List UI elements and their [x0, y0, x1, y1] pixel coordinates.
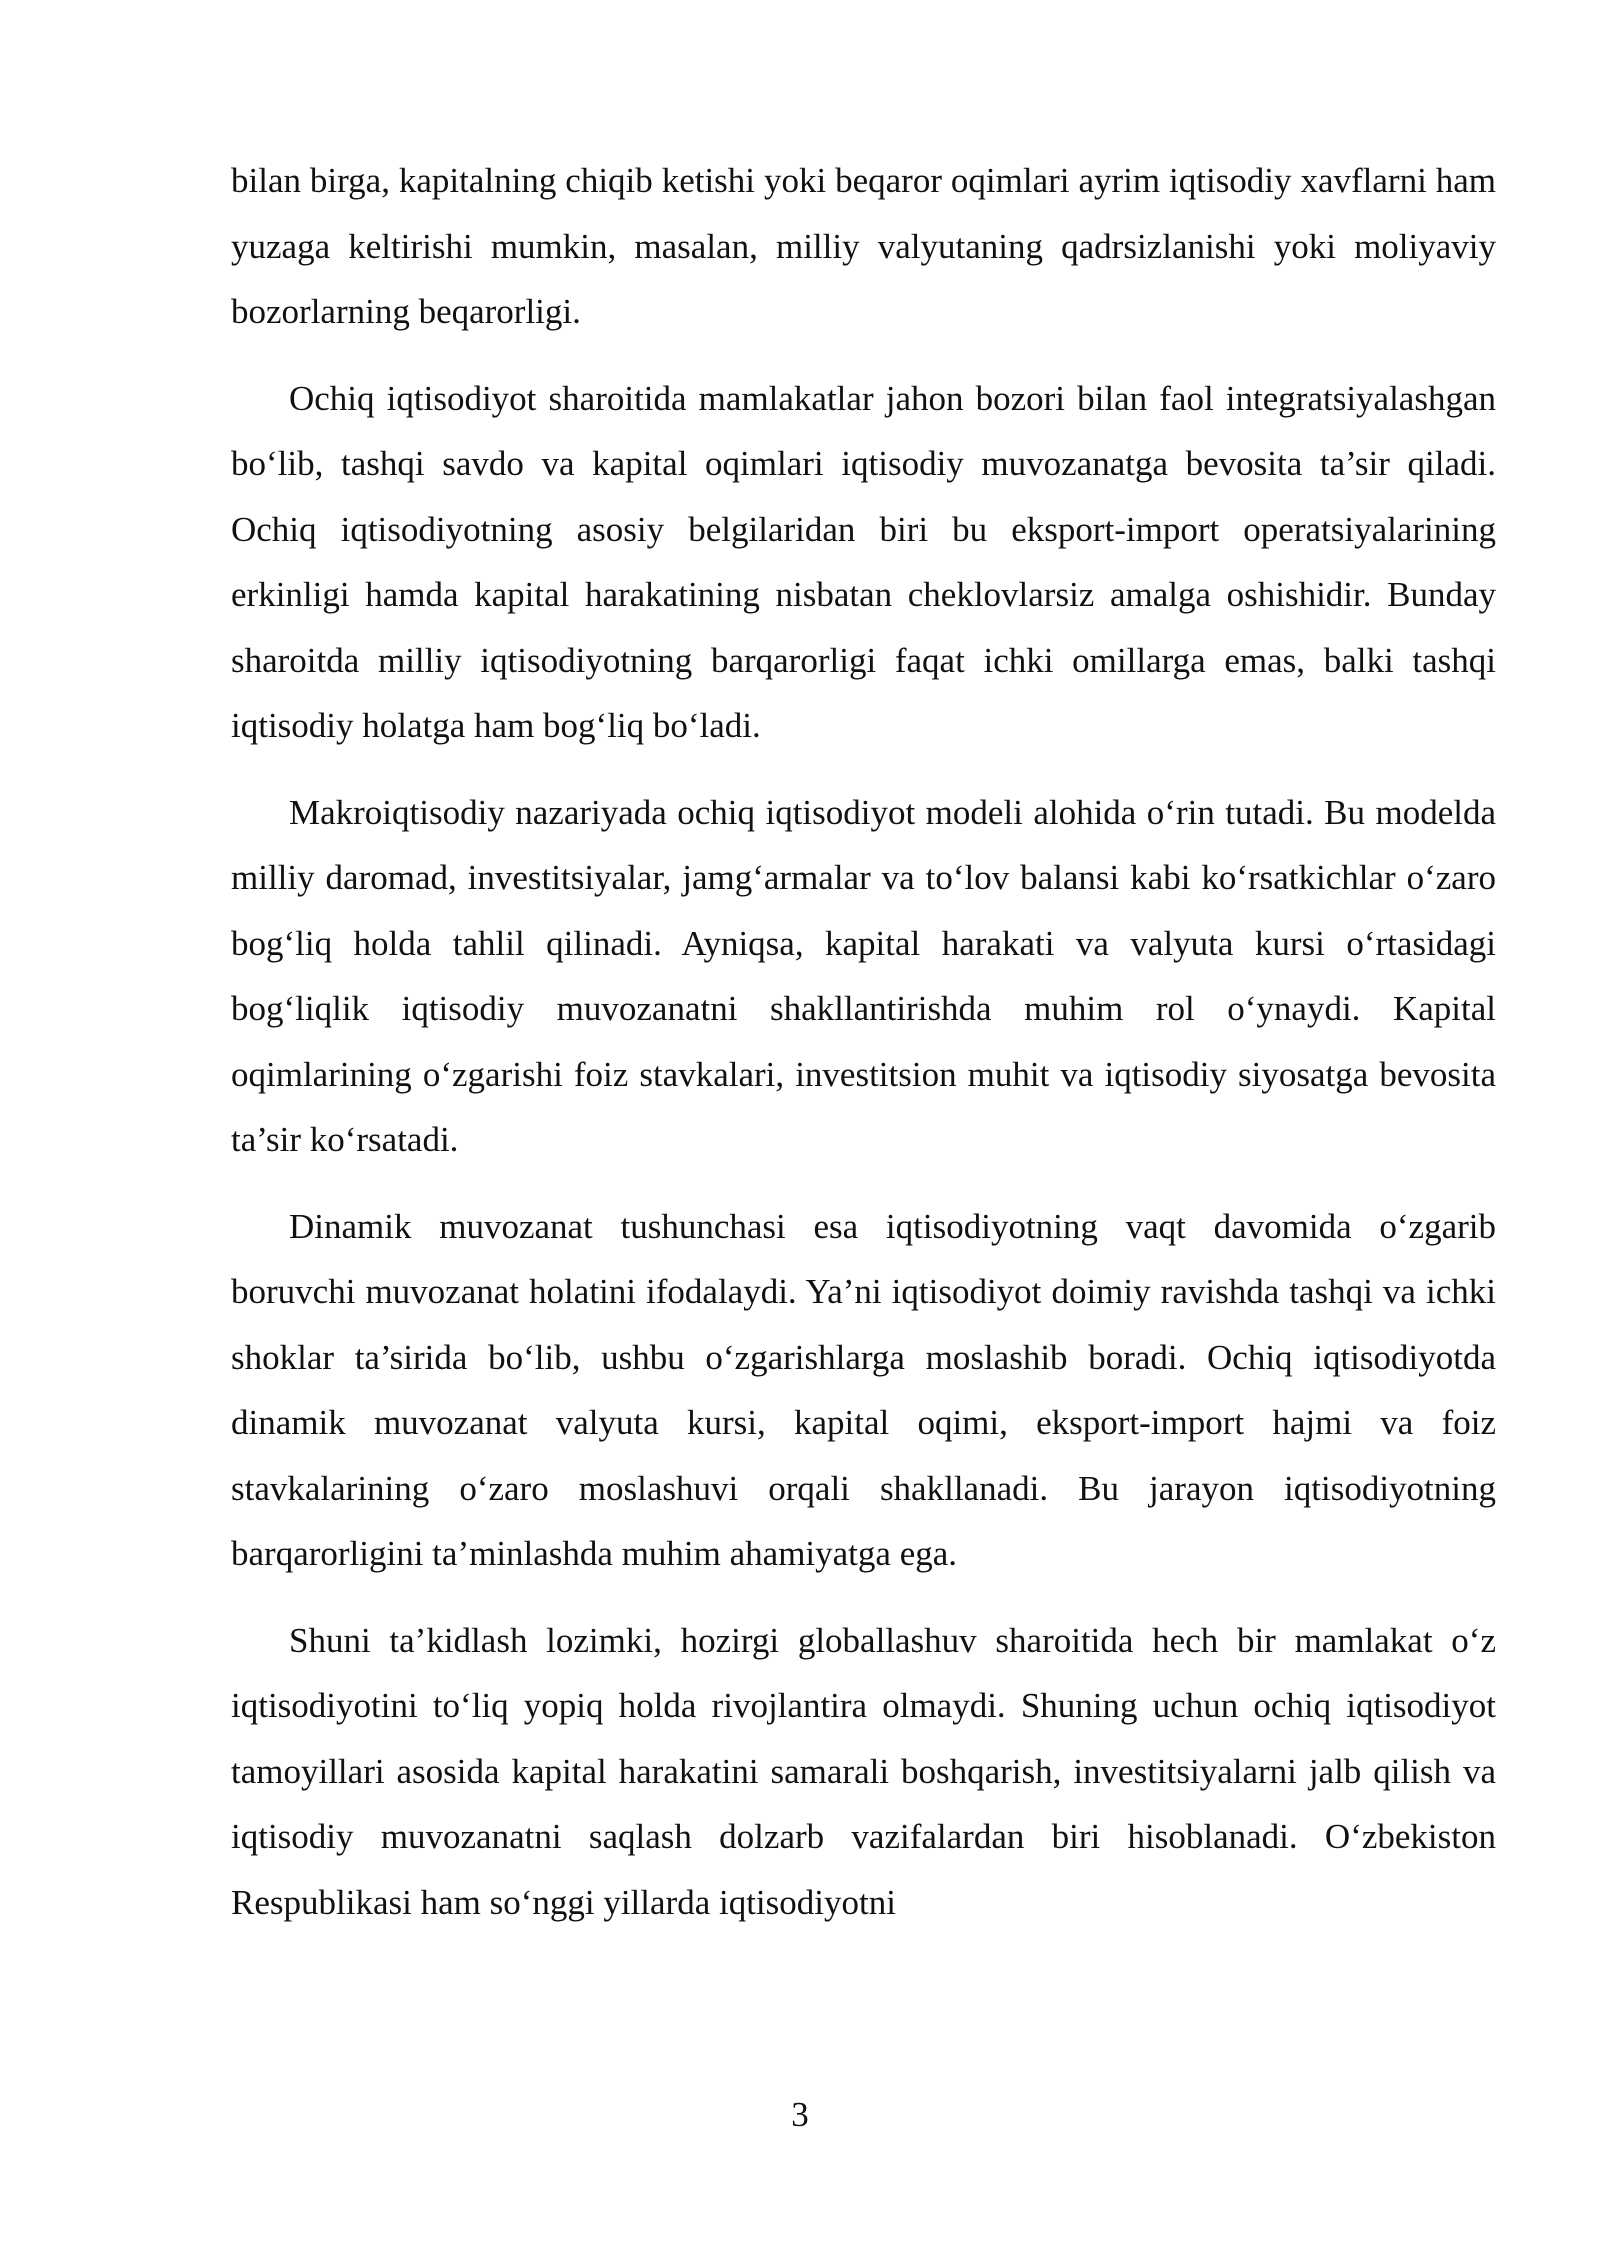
- paragraph-open-economy: Ochiq iqtisodiyot sharoitida mamlakatlar jahon bozori bilan faol integratsiyalashgan bo‘lib, tashqi savdo va kapital oqimlari iqtisodiy muvozanatga bevosita ta’sir qiladi. Ochiq iqtisodiyotning asosiy belgilaridan biri bu eksport-import operatsiyalarining erkinligi hamda kapital harakatining nisbatan cheklovlarsiz amalga oshishidir. Bunday sharoitda milliy iqtisodiyotning barqarorligi faqat ichki omillarga emas, balki tashqi iqtisodiy holatga ham bog‘liq bo‘ladi.: [231, 378, 1496, 745]
- paragraph-macro-theory: Makroiqtisodiy nazariyada ochiq iqtisodiyot modeli alohida o‘rin tutadi. Bu modelda milliy daromad, investitsiyalar, jamg‘armalar va to‘lov balansi kabi ko‘rsatkichlar o‘zaro bog‘liq holda tahlil qilinadi. Ayniqsa, kapital harakati va valyuta kursi o‘rtasidagi bog‘liqlik iqtisodiy muvozanatni shakllantirishda muhim rol o‘ynaydi. Kapital oqimlarining o‘zgarishi foiz stavkalari, investitsion muhit va iqtisodiy siyosatga bevosita ta’sir ko‘rsatadi.: [231, 792, 1496, 1159]
- paragraph-continuation: bilan birga, kapitalning chiqib ketishi yoki beqaror oqimlari ayrim iqtisodiy xavflarni ham yuzaga keltirishi mumkin, masalan, milliy valyutaning qadrsizlanishi yoki moliyaviy bozorlarning beqarorligi.: [231, 161, 1496, 331]
- paragraph-dynamic-equilibrium: Dinamik muvozanat tushunchasi esa iqtisodiyotning vaqt davomida o‘zgarib boruvchi muvozanat holatini ifodalaydi. Ya’ni iqtisodiyot doimiy ravishda tashqi va ichki shoklar ta’sirida bo‘lib, ushbu o‘zgarishlarga moslashib boradi. Ochiq iqtisodiyotda dinamik muvozanat valyuta kursi, kapital oqimi, eksport-import hajmi va foiz stavkalarining o‘zaro moslashuvi orqali shakllanadi. Bu jarayon iqtisodiyotning barqarorligini ta’minlashda muhim ahamiyatga ega.: [231, 1206, 1496, 1573]
- paragraph-globalization: Shuni ta’kidlash lozimki, hozirgi globallashuv sharoitida hech bir mamlakat o‘z iqtisodiyotini to‘liq yopiq holda rivojlantira olmaydi. Shuning uchun ochiq iqtisodiyot tamoyillari asosida kapital harakatini samarali boshqarish, investitsiyalarni jalb qilish va iqtisodiy muvozanatni saqlash dolzarb vazifalardan biri hisoblanadi. O‘zbekiston Respublikasi ham so‘nggi yillarda iqtisodiyotni: [231, 1620, 1496, 1922]
- body-text: [231, 148, 1496, 1956]
- page-number: 3: [791, 2095, 809, 2134]
